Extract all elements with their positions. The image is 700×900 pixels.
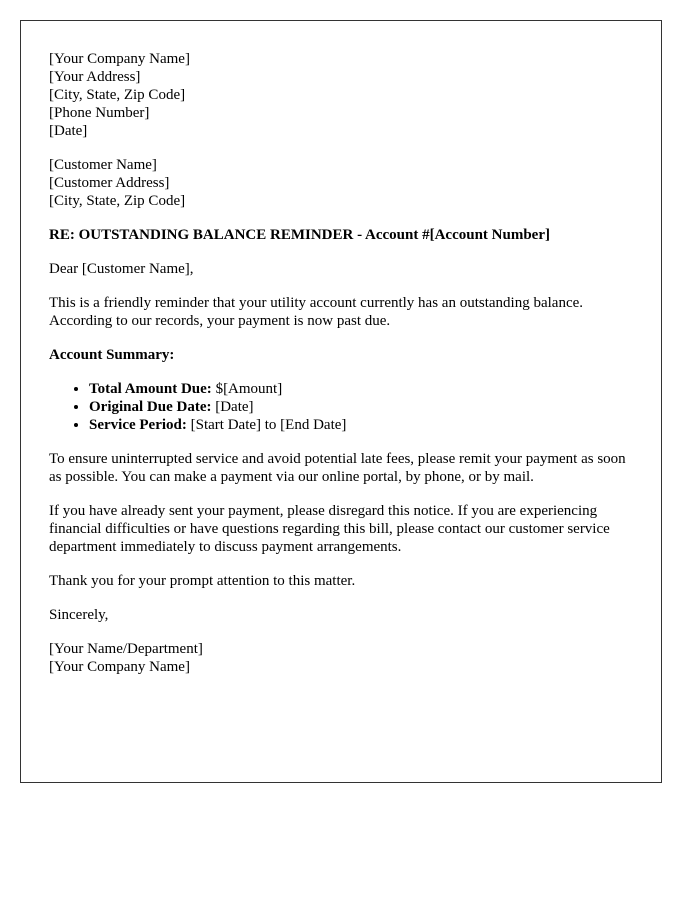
closing: Sincerely, (49, 607, 109, 623)
intro-paragraph: This is a friendly reminder that your utility account currently has an outstanding balance. According to our records, your payment is now past due. (49, 295, 584, 329)
recipient-address (49, 156, 632, 210)
list-item (89, 416, 632, 434)
thanks-paragraph: Thank you for your prompt attention to this matter. (49, 573, 356, 589)
sender-line: [Your Company Name] (49, 51, 190, 67)
summary-heading: Account Summary: (49, 347, 175, 363)
account-summary-list (49, 380, 632, 434)
sender-line: [Your Address] (49, 69, 141, 85)
summary-label: Original Due Date: (89, 399, 212, 415)
list-item (89, 380, 632, 398)
salutation: Dear [Customer Name], (49, 261, 194, 277)
summary-value: $[Amount] (211, 381, 283, 397)
letter-page (20, 20, 662, 783)
list-item (89, 398, 632, 416)
sender-line: [Phone Number] (49, 105, 150, 121)
recipient-line: [Customer Address] (49, 175, 170, 191)
summary-value: [Start Date] to [End Date] (186, 417, 347, 433)
summary-value: [Date] (211, 399, 254, 415)
sender-address (49, 50, 632, 140)
payment-paragraph: To ensure uninterrupted service and avoid potential late fees, please remit your payment as soon as possible. You can make a payment via our online portal, by phone, or by mail. (49, 451, 626, 485)
recipient-line: [City, State, Zip Code] (49, 193, 186, 209)
recipient-line: [Customer Name] (49, 157, 157, 173)
summary-label: Total Amount Due: (89, 381, 212, 397)
sender-line: [Date] (49, 123, 88, 139)
signature-line: [Your Company Name] (49, 659, 190, 675)
summary-label: Service Period: (89, 417, 187, 433)
disregard-paragraph: If you have already sent your payment, please disregard this notice. If you are experiencing financial difficulties or have questions regarding this bill, please contact our customer service department immediately to discuss payment arrangements. (49, 503, 610, 555)
signature-line: [Your Name/Department] (49, 641, 203, 657)
sender-line: [City, State, Zip Code] (49, 87, 186, 103)
signature (49, 640, 632, 676)
subject-line: RE: OUTSTANDING BALANCE REMINDER - Account #[Account Number] (49, 227, 550, 243)
